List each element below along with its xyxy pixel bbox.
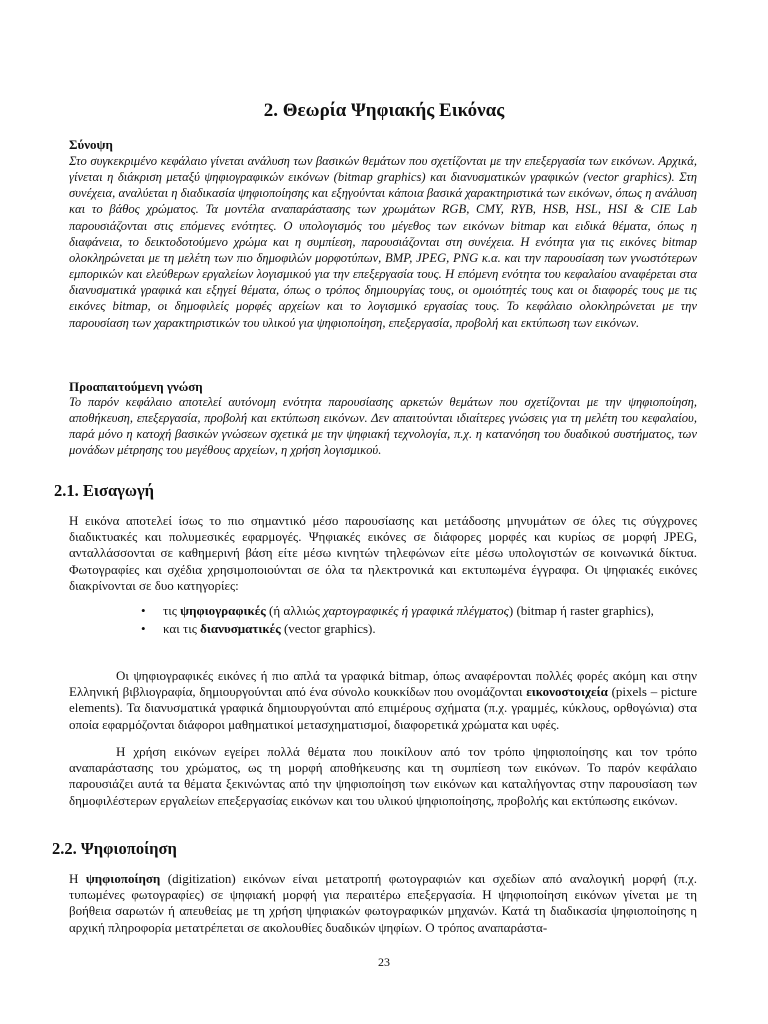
- page-number: 23: [378, 955, 390, 969]
- italic-term: χαρτογραφικές ή γραφικά πλέγματος: [323, 603, 509, 618]
- bullet-icon: •: [141, 621, 146, 637]
- prerequisites-heading: Προαπαιτούμενη γνώση: [69, 379, 203, 394]
- summary-text: Στο συγκεκριμένο κεφάλαιο γίνεται ανάλυση των βασικών θεμάτων που σχετίζονται με την επεξεργασία των εικόνων. Αρχικά, γίνεται η διάκριση μεταξύ ψηφιογραφικών εικόνων (bitmap graphics) και διανυσματικών γραφικών (vector graphics). Στη συνέχεια, αναλύεται η διαδικασία ψηφιοποίησης και εξηγούνται κάποια βασικά χαρακτηριστικά των εικόνων, όπως η ανάλυση και το βάθος χρώματος. Τα μοντέλα αναπαράστασης των χρωμάτων RGB, CMY, RYB, HSB, HSL, HSI & CIE Lab παρουσιάζονται στις επόμενες ενότητες. Ο υπολογισμός του μέγεθος των εικόνων bitmap και ειδικά θέματα, όπως η διαφάνεια, το δεικτοδοτούμενο χρώμα και η συμπίεση, παρουσιάζονται στη συνέχεια. Η ενότητα για τις εικόνες bitmap ολοκληρώνεται με τη μελέτη των πιο δημοφιλών μορφοτύπων, BMP, JPEG, PNG κ.α. και την παρουσίαση των γνωστότερων εμπορικών και ελεύθερων εργαλείων λογισμικού για την επεξεργασία τους. Η επόμενη ενότητα του κεφαλαίου αναφέρεται στα διανυσματικά γραφικά και εξηγεί θέματα, όπως ο τρόπος δημιουργίας τους, οι ομοιότητές τους και οι διαφορές τους με τις εικόνες bitmap, οι δημοφιλείς μορφές αρχείων και το λογισμικό εργασίας τους. Το κεφάλαιο ολοκληρώνεται με την παρουσίαση των χαρακτηριστικών του υλικού για ψηφιοποίηση, επεξεργασία, προβολή και εκτύπωση των εικόνων.: [69, 154, 697, 330]
- image-categories-list: [141, 603, 697, 639]
- bullet-icon: •: [141, 603, 146, 618]
- chapter-title: 2. Θεωρία Ψηφιακής Εικόνας: [263, 100, 505, 121]
- section-title-digitization: 2.2. Ψηφιοποίηση: [52, 839, 177, 858]
- list-item: [141, 603, 697, 619]
- summary-heading: Σύνοψη: [69, 137, 113, 152]
- digitization-paragraph-1: Η ψηφιοποίηση (digitization) εικόνων είναι μετατροπή φωτογραφιών και σχεδίων από αναλογική μορφή (π.χ. τυπωμένες φωτογραφίες) σε ψηφιακή μορφή για περαιτέρω επεξεργασία. Η ψηφιοποίηση εικόνων γίνεται με τη βοήθεια σαρωτών ή απευθείας με τη χρήση ψηφιακών φωτογραφικών μηχανών. Κατά τη διαδικασία ψηφιοποίησης η αρχική πληροφορία μετατρέπεται σε ακολουθίες δυαδικών ψηφίων. Ο τρόπος αναπαράστα-: [69, 871, 698, 935]
- bold-term: διανυσματικές: [200, 621, 281, 637]
- list-item-text: τις ψηφιογραφικές (ή αλλιώς χαρτογραφικές ή γραφικά πλέγματος) (bitmap ή raster graphics),: [163, 603, 654, 618]
- intro-paragraph-2: Οι ψηφιογραφικές εικόνες ή πιο απλά τα γραφικά bitmap, όπως αναφέρονται πολλές φορές ακόμη και στην Ελληνική βιβλιογραφία, δημιουργούνται από ένα σύνολο κουκκίδων που ονομάζονται εικονοστοιχεία (pixels – picture elements). Τα διανυσματικά γραφικά δημιουργούνται από επιμέρους σχήματα (π.χ. γραμμές, κύκλους, ορθογώνια) στα οποία εφαρμόζονται διάφοροι μαθηματικοί μετασχηματισμοί, διαφορετικά χρώματα και υφές.: [69, 668, 697, 732]
- prerequisites-text: Το παρόν κεφάλαιο αποτελεί αυτόνομη ενότητα παρουσίασης αρκετών θεμάτων που σχετίζονται με την ψηφιοποίηση, αποθήκευση, επεξεργασία, προβολή και εκτύπωση εικόνων. Δεν απαιτούνται ιδιαίτερες γνώσεις για τη μελέτη του κεφαλαίου, παρά μόνο η κατοχή βασικών γνώσεων σχετικά με την ψηφιακή τεχνολογία, π.χ. η κατανόηση του δυαδικού συστήματος, των μονάδων μέτρησης του μεγέθους αρχείων, η χρήση λογισμικού.: [69, 395, 697, 458]
- intro-paragraph-3: Η χρήση εικόνων εγείρει πολλά θέματα που ποικίλουν από τον τρόπο ψηφιοποίησης και τον τρόπο αναπαράστασης του χρώματος, ως τη μορφή αποθήκευσης και τη συμπίεση των εικόνων. Το παρόν κεφάλαιο παρουσιάζει αυτά τα θέματα ξεκινώντας από την ψηφιοποίηση των εικόνων και καταλήγοντας στην παρουσίαση των δημοφιλέστερων εργαλείων επεξεργασίας εικόνων και του υλικού ψηφιοποίησης, προβολής και εκτύπωσης εικόνων.: [69, 744, 697, 808]
- section-title-introduction: 2.1. Εισαγωγή: [54, 481, 155, 500]
- intro-paragraph-1: Η εικόνα αποτελεί ίσως το πιο σημαντικό μέσο παρουσίασης και μετάδοσης μηνυμάτων σε όλες τις σύγχρονες διαδικτυακές και πολυμεσικές εφαρμογές. Ψηφιακές εικόνες σε διάφορες μορφές και κυρίως σε μορφή JPEG, ανταλλάσσονται σε καθημερινή βάση είτε μέσω κινητών τηλεφώνων είτε μέσω υπολογιστών σε κοινωνικά δίκτυα. Φωτογραφίες και σχέδια χρησιμοποιούνται σε όλα τα ηλεκτρονικά και εκτυπωμένα έγγραφα. Οι ψηφιακές εικόνες διακρίνονται σε δυο κατηγορίες:: [69, 513, 697, 593]
- list-item: [141, 621, 697, 637]
- bold-term: εικονοστοιχεία: [526, 684, 608, 700]
- bold-term: ψηφιοποίηση: [85, 871, 161, 886]
- list-item-text: και τις διανυσματικές (vector graphics).: [163, 621, 376, 637]
- bold-term: ψηφιογραφικές: [180, 603, 266, 618]
